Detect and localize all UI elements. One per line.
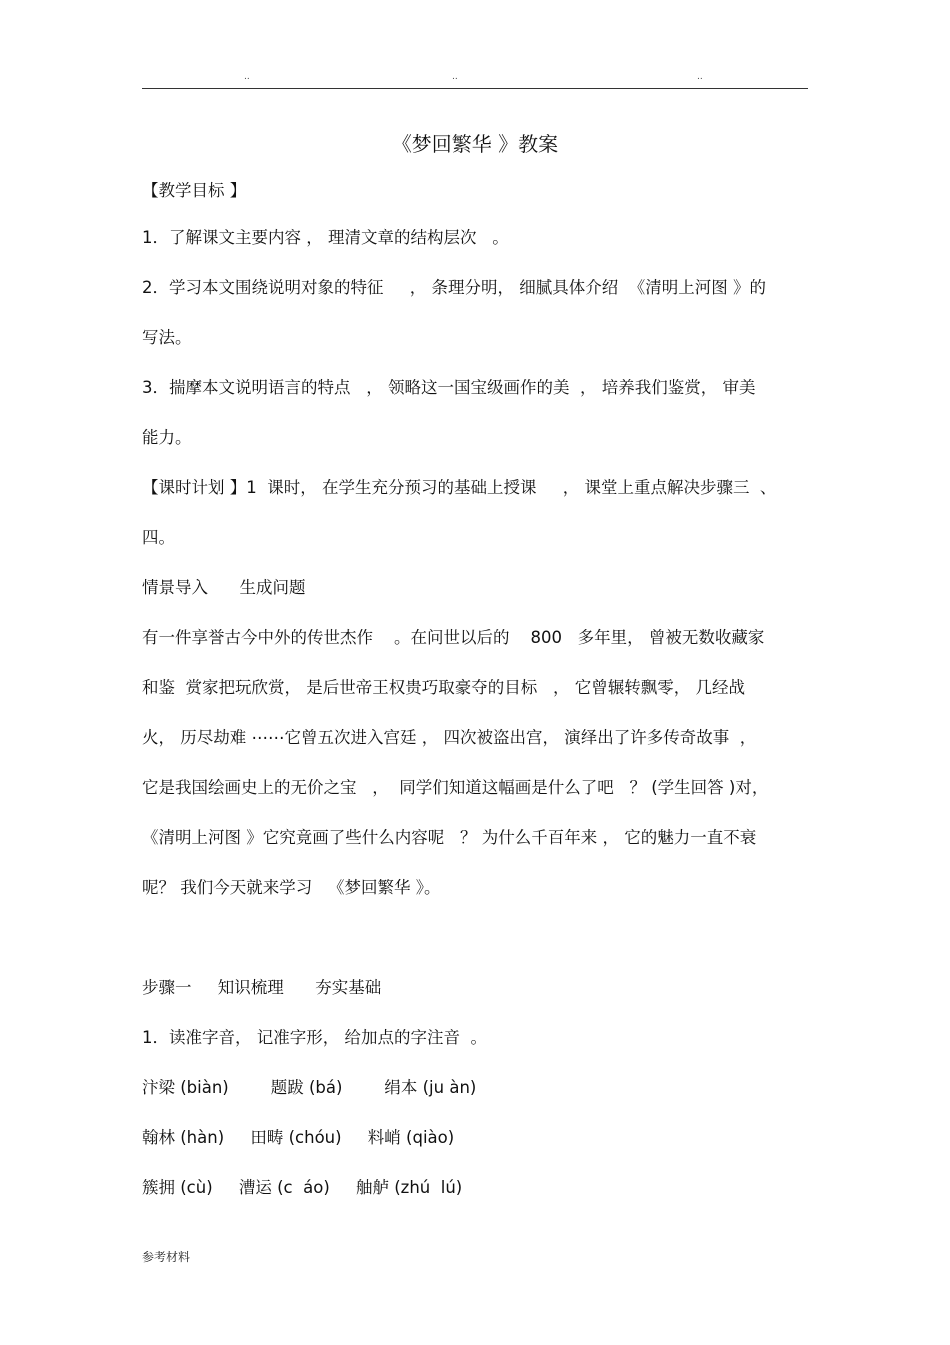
- pinyin-row-1: 汴梁 (biàn) 题跋 (bá) 绢本 (ju àn): [142, 1078, 477, 1097]
- objective-3-cont: 能力。: [142, 428, 192, 447]
- header-mark-center: ..: [452, 72, 458, 82]
- intro-paragraph-line-1: 有一件享誉古今中外的传世杰作 。在问世以后的 800 多年里， 曾被无数收藏家: [142, 628, 765, 647]
- objective-2-cont: 写法。: [142, 328, 192, 347]
- step-1-task-1: 1．读准字音， 记准字形， 给加点的字注音 。: [142, 1028, 487, 1047]
- intro-paragraph-line-6: 呢？ 我们今天就来学习 《梦回繁华 》。: [142, 878, 441, 897]
- objective-3: 3．揣摩本文说明语言的特点 ， 领略这一国宝级画作的美 ， 培养我们鉴赏， 审美: [142, 378, 756, 397]
- pinyin-row-3: 簇拥 (cù) 漕运 (c áo) 舳舻 (zhú lú): [142, 1178, 463, 1197]
- paragraph-gap: [142, 913, 808, 963]
- intro-paragraph-line-2: 和鉴 赏家把玩欣赏， 是后世帝王权贵巧取豪夺的目标 ， 它曾辗转飘零， 几经战: [142, 678, 745, 697]
- document-title: 《梦回繁华 》教案: [391, 132, 559, 156]
- footer-note: 参考材料: [142, 1250, 191, 1264]
- objective-1: 1．了解课文主要内容 ， 理清文章的结构层次 。: [142, 228, 509, 247]
- intro-paragraph-line-5: 《清明上河图 》它究竟画了些什么内容呢 ？ 为什么千百年来 ， 它的魅力一直不衰: [142, 828, 757, 847]
- header-divider: [142, 88, 808, 89]
- lesson-plan-cont: 四。: [142, 528, 175, 547]
- section-heading-step-1: 步骤一 知识梳理 夯实基础: [142, 978, 382, 997]
- objective-2: 2．学习本文围绕说明对象的特征 ， 条理分明， 细腻具体介绍 《清明上河图 》的: [142, 278, 766, 297]
- header-mark-left: ..: [244, 72, 250, 82]
- lesson-plan: 【课时计划 】1 课时， 在学生充分预习的基础上授课 ， 课堂上重点解决步骤三 、: [142, 478, 777, 497]
- pinyin-row-2: 翰林 (hàn) 田畴 (chóu) 料峭 (qiào): [142, 1128, 455, 1147]
- section-heading-objectives: 【教学目标 】: [142, 181, 247, 200]
- document-body: [142, 124, 808, 1213]
- intro-paragraph-line-4: 它是我国绘画史上的无价之宝 ， 同学们知道这幅画是什么了吧 ？ (学生回答 )对，: [142, 778, 769, 797]
- intro-paragraph-line-3: 火， 历尽劫难 ⋯⋯它曾五次进入宫廷 ， 四次被盗出宫， 演绎出了许多传奇故事 ，: [142, 728, 757, 747]
- header-mark-right: ..: [697, 72, 703, 82]
- section-heading-intro: 情景导入 生成问题: [142, 578, 306, 597]
